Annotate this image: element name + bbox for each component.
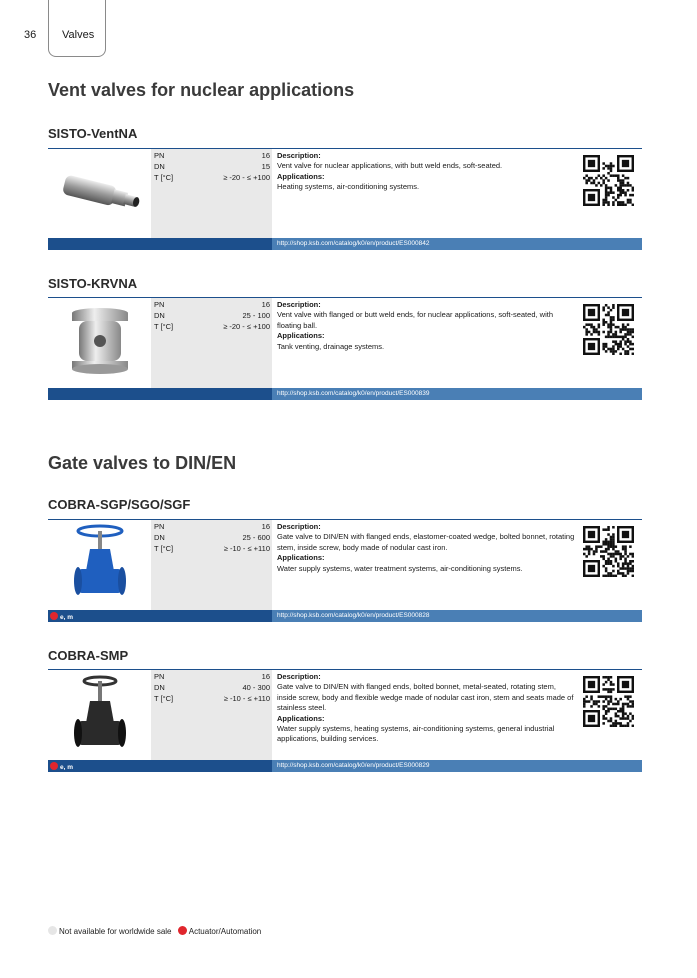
actuator-dot-icon (178, 926, 187, 935)
ball-valve-icon (65, 303, 135, 383)
product-url-link[interactable]: http://shop.ksb.com/catalog/k0/en/product/ES000839 (277, 390, 430, 397)
applications-label: Applications: (277, 171, 325, 181)
spec-value: 16 (261, 522, 270, 531)
actuator-badge (50, 612, 73, 621)
spec-value: ≥ -20 - ≤ +100 (223, 173, 270, 182)
spec-value: ≥ -10 - ≤ +110 (223, 544, 270, 553)
gate-valve-black-icon (70, 673, 130, 757)
qr-code-icon[interactable] (583, 526, 634, 577)
product-url-link[interactable]: http://shop.ksb.com/catalog/k0/en/product/ES000829 (277, 762, 430, 769)
vent-valve-icon (55, 169, 145, 219)
legend (48, 926, 261, 936)
spec-key: DN (154, 533, 165, 542)
spec-row (154, 151, 270, 162)
spec-key: PN (154, 151, 165, 160)
qr-code-icon[interactable] (583, 304, 634, 355)
spec-key: DN (154, 162, 165, 171)
spec-value: 25 - 600 (242, 533, 270, 542)
product-card-sisto-krvna (48, 297, 642, 402)
section-title-vent-valves: Vent valves for nuclear applications (48, 80, 355, 100)
spec-key: T [°C] (154, 322, 174, 331)
product-url-link[interactable]: http://shop.ksb.com/catalog/k0/en/product/ES000842 (277, 240, 430, 247)
spec-row (154, 672, 270, 683)
product-card-cobra-sgp (48, 519, 642, 623)
legend-not-available: Not available for worldwide sale (59, 927, 172, 936)
spec-row (154, 683, 270, 694)
spec-row (154, 544, 270, 555)
product-card-cobra-smp (48, 669, 642, 773)
spec-key: PN (154, 672, 165, 681)
product-title-cobra-sgp: COBRA-SGP/SGO/SGF (48, 497, 191, 512)
spec-value: 15 (261, 162, 270, 171)
product-url-link[interactable]: http://shop.ksb.com/catalog/k0/en/product/ES000828 (277, 612, 430, 619)
spec-value: 16 (261, 672, 270, 681)
spec-key: DN (154, 683, 165, 692)
applications-text: Tank venting, drainage systems. (277, 341, 385, 351)
page-number: 36 (24, 29, 37, 41)
chapter-tab (48, 0, 106, 57)
description-block (277, 672, 577, 745)
actuator-badge-text: e, m (60, 764, 74, 771)
description-text: Vent valve with flanged or butt weld ends, for nuclear applications, soft-seated, with floating ball. (277, 310, 553, 330)
product-image-cobra-smp (48, 670, 151, 760)
spec-value: 25 - 100 (242, 311, 270, 320)
spec-row (154, 162, 270, 173)
qr-code-icon[interactable] (583, 676, 634, 727)
applications-text: Heating systems, air-conditioning systems. (277, 182, 420, 192)
spec-value: 16 (261, 300, 270, 309)
description-text: Gate valve to DIN/EN with flanged ends, elastomer-coated wedge, bolted bonnet, rotating stem, inside screw, body made of nodular cast iron. (277, 532, 575, 552)
actuator-dot-icon (50, 762, 58, 770)
spec-value: ≥ -10 - ≤ +110 (223, 694, 270, 703)
spec-row (154, 173, 270, 184)
description-label: Description: (277, 672, 321, 681)
chapter-tab-label: Valves (62, 29, 95, 41)
description-label: Description: (277, 300, 321, 309)
description-text: Vent valve for nuclear applications, with butt weld ends, soft-seated. (277, 161, 503, 171)
description-label: Description: (277, 522, 321, 531)
actuator-dot-icon (50, 612, 58, 620)
spec-table (151, 298, 272, 388)
url-bar (48, 388, 642, 400)
actuator-badge (50, 762, 73, 771)
spec-value: 16 (261, 151, 270, 160)
product-title-cobra-smp: COBRA-SMP (48, 648, 129, 663)
section-title-gate-valves: Gate valves to DIN/EN (48, 453, 237, 473)
url-bar (48, 238, 642, 250)
applications-label: Applications: (277, 331, 325, 341)
description-block (277, 300, 577, 352)
spec-key: PN (154, 522, 165, 531)
spec-row (154, 522, 270, 533)
url-bar (48, 760, 642, 772)
product-title-sisto-krvna: SISTO-KRVNA (48, 276, 138, 291)
spec-value: ≥ -20 - ≤ +100 (223, 322, 270, 331)
spec-row (154, 533, 270, 544)
spec-table (151, 520, 272, 610)
description-label: Description: (277, 151, 321, 160)
spec-key: DN (154, 311, 165, 320)
spec-table (151, 670, 272, 760)
spec-value: 40 - 300 (242, 683, 270, 692)
url-bar (48, 610, 642, 622)
description-block (277, 522, 577, 574)
product-image-sisto-krvna (48, 298, 151, 388)
applications-text: Water supply systems, water treatment systems, air-conditioning systems. (277, 563, 523, 573)
applications-label: Applications: (277, 713, 325, 723)
gate-valve-blue-icon (70, 523, 130, 607)
spec-row (154, 300, 270, 311)
spec-key: T [°C] (154, 173, 174, 182)
product-image-sisto-ventna (48, 149, 151, 238)
not-available-dot-icon (48, 926, 57, 935)
spec-key: T [°C] (154, 694, 174, 703)
product-title-sisto-ventna: SISTO-VentNA (48, 126, 138, 141)
description-text: Gate valve to DIN/EN with flanged ends, bolted bonnet, metal-seated, rotating stem, inside screw, body and flexible wedge made of nodular cast iron, stem and seats made of stainless steel. (277, 682, 574, 713)
description-block (277, 151, 577, 193)
legend-actuator: Actuator/Automation (188, 927, 262, 936)
product-card-sisto-ventna (48, 148, 642, 252)
spec-key: T [°C] (154, 544, 174, 553)
spec-table (151, 149, 272, 238)
product-image-cobra-sgp (48, 520, 151, 610)
spec-key: PN (154, 300, 165, 309)
applications-label: Applications: (277, 553, 325, 563)
spec-row (154, 311, 270, 322)
spec-row (154, 694, 270, 705)
actuator-badge-text: e, m (60, 614, 74, 621)
spec-row (154, 322, 270, 333)
applications-text: Water supply systems, heating systems, air-conditioning systems, general industrial applications, building services. (277, 724, 555, 744)
qr-code-icon[interactable] (583, 155, 634, 206)
